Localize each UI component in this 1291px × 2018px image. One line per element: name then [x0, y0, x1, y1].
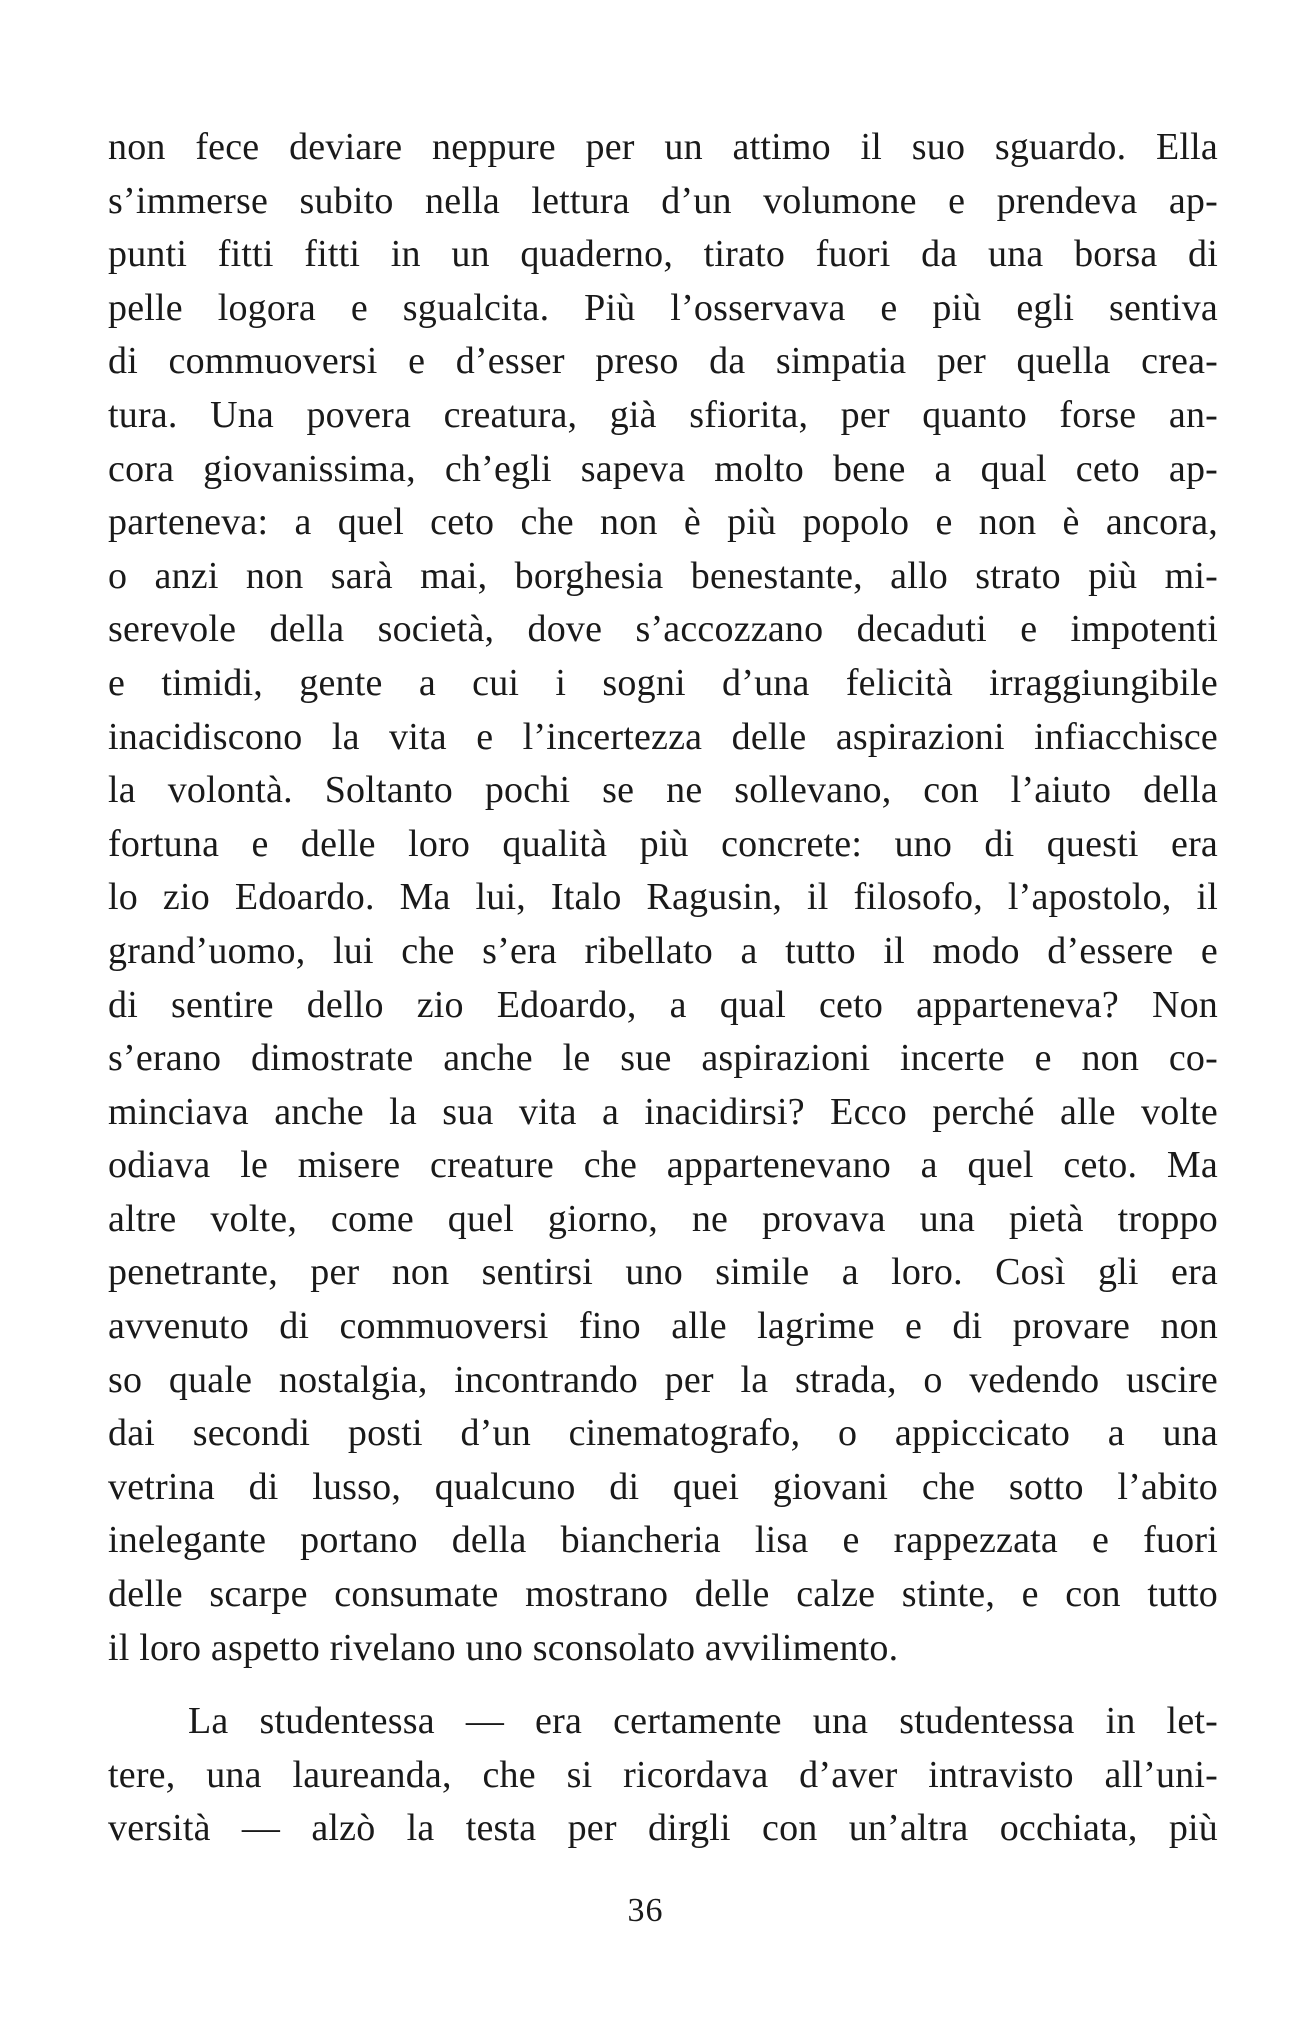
text-line: parteneva: a quel ceto che non è più popolo e non è ancora,	[108, 501, 1218, 544]
text-line: dai secondi posti d’un cinematografo, o appiccicato a una	[108, 1412, 1218, 1455]
paragraph-gap	[108, 1675, 1218, 1695]
text-line: punti fitti fitti in un quaderno, tirato fuori da una borsa di	[108, 233, 1218, 276]
text-line: altre volte, come quel giorno, ne provava una pietà troppo	[108, 1197, 1218, 1240]
text-line: serevole della società, dove s’accozzano decaduti e impotenti	[108, 608, 1218, 651]
text-line: di sentire dello zio Edoardo, a qual ceto apparteneva? Non	[108, 983, 1218, 1026]
text-line: penetrante, per non sentirsi uno simile a loro. Così gli era	[108, 1251, 1218, 1294]
text-line: il loro aspetto rivelano uno sconsolato avvilimento.	[108, 1626, 899, 1669]
text-line: vetrina di lusso, qualcuno di quei giovani che sotto l’abito	[108, 1465, 1218, 1508]
text-line: tura. Una povera creatura, già sfiorita, per quanto forse an-	[108, 393, 1218, 436]
text-line: pelle logora e sgualcita. Più l’osservava e più egli sentiva	[108, 286, 1218, 329]
text-line: avvenuto di commuoversi fino alle lagrime e di provare non	[108, 1305, 1218, 1348]
text-line: minciava anche la sua vita a inacidirsi? Ecco perché alle volte	[108, 1090, 1218, 1133]
text-line: o anzi non sarà mai, borghesia benestante, allo strato più mi-	[108, 554, 1218, 597]
text-line: di commuoversi e d’esser preso da simpatia per quella crea-	[108, 340, 1218, 383]
text-line: inelegante portano della biancheria lisa e rappezzata e fuori	[108, 1519, 1218, 1562]
page-number: 36	[627, 1892, 664, 1929]
text-line: La studentessa — era certamente una studentessa in let-	[188, 1700, 1218, 1743]
text-line: s’immerse subito nella lettura d’un volumone e prendeva ap-	[108, 179, 1218, 222]
text-line: fortuna e delle loro qualità più concrete: uno di questi era	[108, 822, 1218, 865]
text-line: delle scarpe consumate mostrano delle calze stinte, e con tutto	[108, 1573, 1218, 1616]
text-line: inacidiscono la vita e l’incertezza delle aspirazioni infiacchisce	[108, 715, 1218, 758]
text-line: grand’uomo, lui che s’era ribellato a tutto il modo d’essere e	[108, 929, 1218, 972]
body-text	[108, 121, 1218, 1856]
text-line: s’erano dimostrate anche le sue aspirazioni incerte e non co-	[108, 1037, 1218, 1080]
text-line: la volontà. Soltanto pochi se ne sollevano, con l’aiuto della	[108, 769, 1218, 812]
text-line: e timidi, gente a cui i sogni d’una felicità irraggiungibile	[108, 661, 1218, 704]
text-line: odiava le misere creature che appartenevano a quel ceto. Ma	[108, 1144, 1218, 1187]
text-line: non fece deviare neppure per un attimo il suo sguardo. Ella	[108, 126, 1218, 168]
text-line: so quale nostalgia, incontrando per la strada, o vedendo uscire	[108, 1358, 1218, 1401]
text-line: versità — alzò la testa per dirgli con un’altra occhiata, più	[108, 1807, 1218, 1850]
text-line: lo zio Edoardo. Ma lui, Italo Ragusin, il filosofo, l’apostolo, il	[108, 876, 1218, 919]
text-line: cora giovanissima, ch’egli sapeva molto bene a qual ceto ap-	[108, 447, 1218, 490]
text-line: tere, una laureanda, che si ricordava d’aver intravisto all’uni-	[108, 1753, 1218, 1796]
